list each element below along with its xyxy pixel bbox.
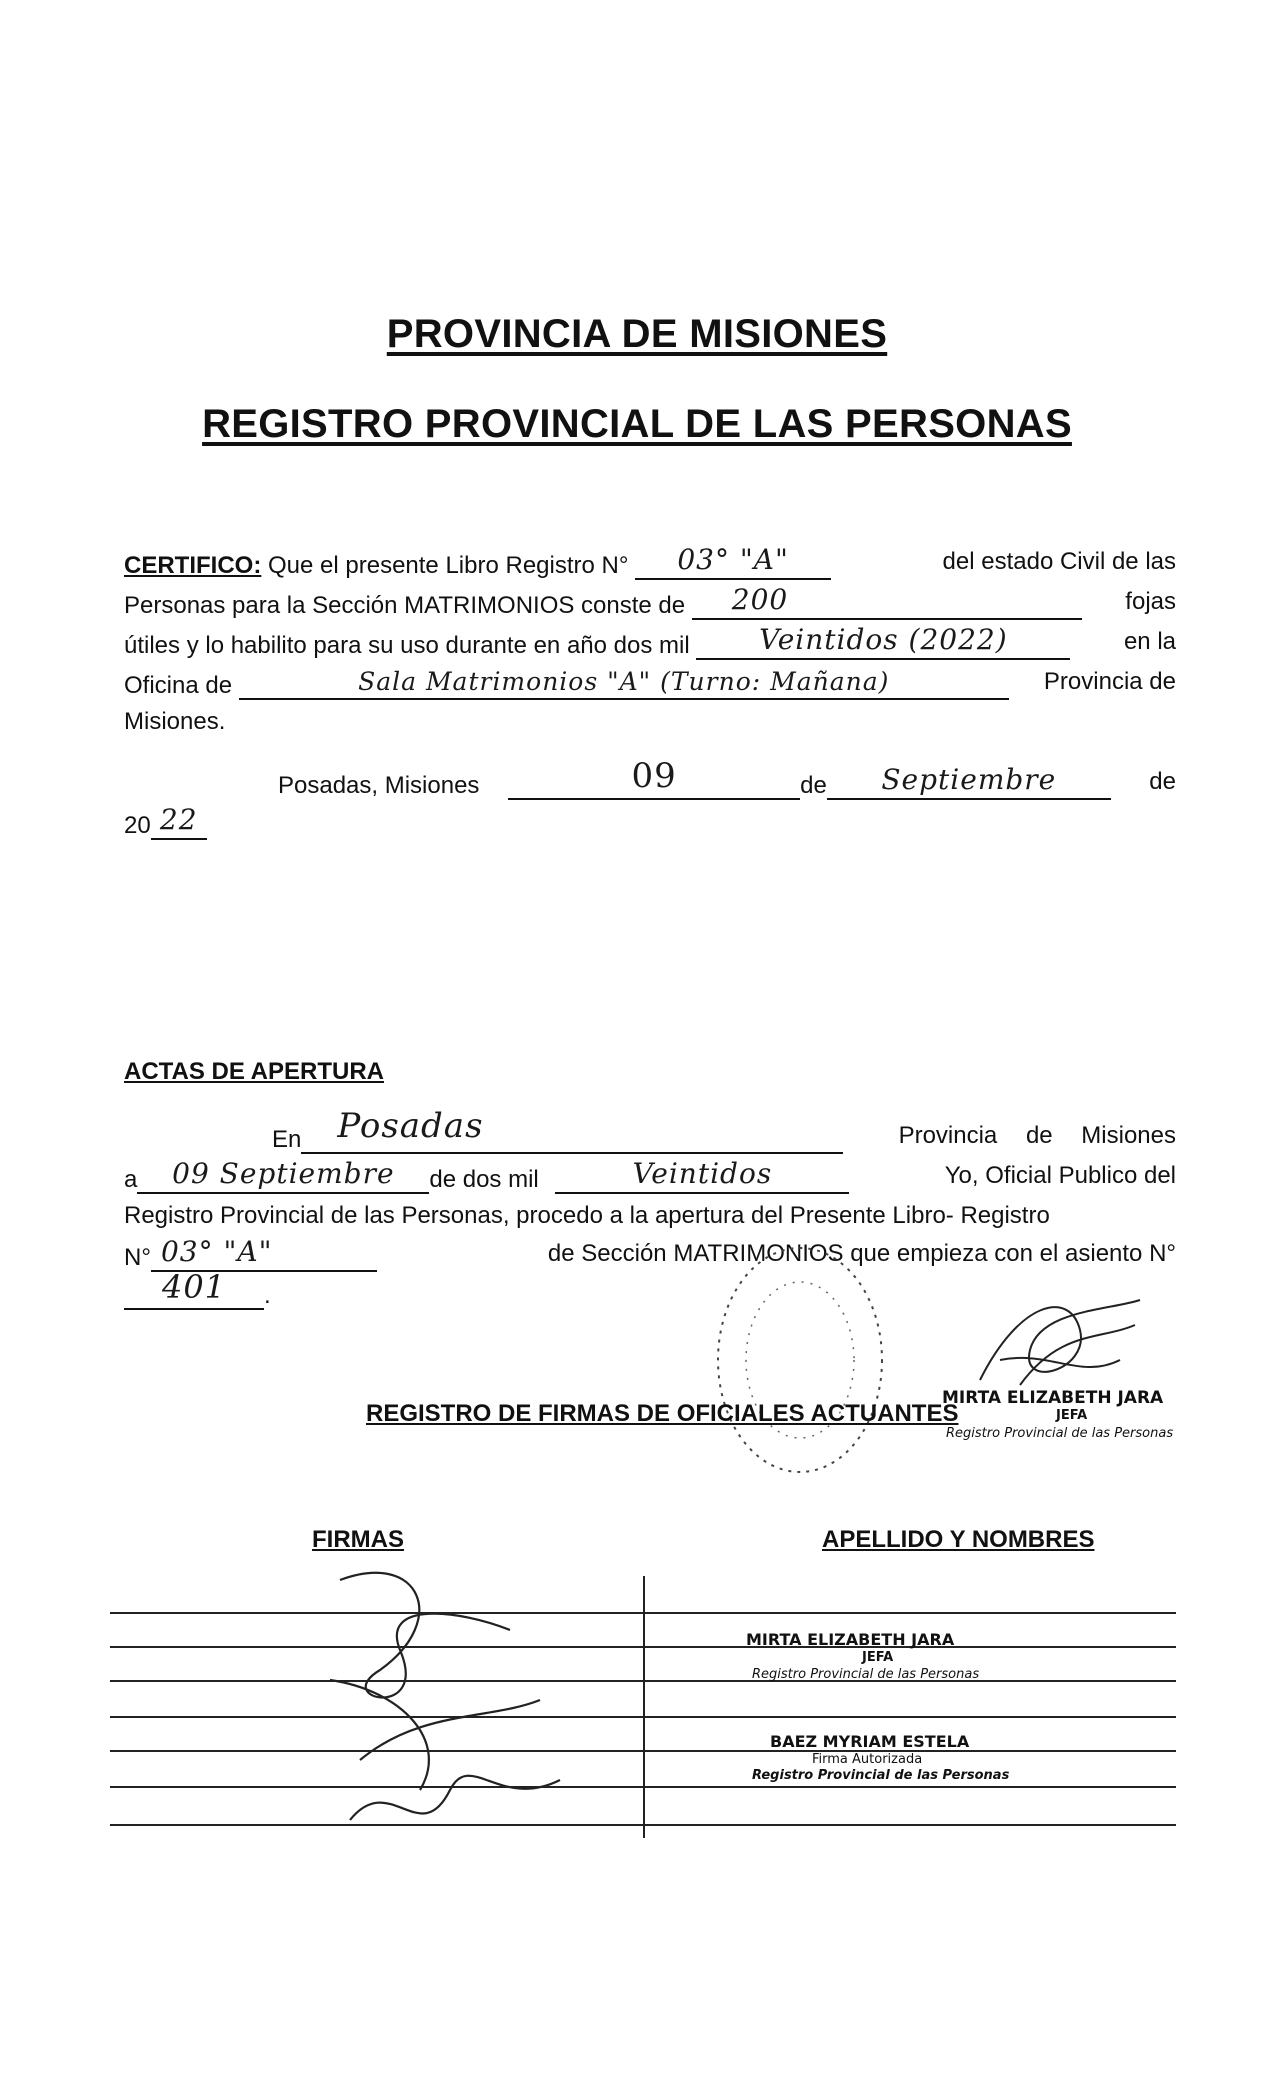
fecha-de-2: de [1149, 768, 1176, 795]
actas-provincia: Provincia de Misiones [898, 1122, 1176, 1149]
certifico-line-5 [124, 708, 1176, 736]
certifico-line-2 [124, 583, 1176, 620]
fojas-field [692, 583, 1082, 620]
actas-line-2 [124, 1157, 1176, 1194]
anio-prefix: 20 [124, 812, 151, 839]
actas-line-1 [124, 1106, 1176, 1154]
fojas-value: 200 [731, 583, 789, 616]
table-divider [643, 1576, 645, 1838]
round-seal [700, 1230, 900, 1490]
actas-a: a [124, 1166, 138, 1193]
actas-heading: ACTAS DE APERTURA [124, 1058, 385, 1085]
fecha-lugar: Posadas, Misiones [278, 772, 480, 799]
dia-value: 09 [631, 756, 677, 796]
signature-table [300, 1560, 640, 1860]
asiento-field [124, 1268, 264, 1310]
signer-1-role: JEFA [862, 1650, 894, 1665]
mes-field [827, 763, 1111, 800]
actas-line-5: 401 . [124, 1278, 324, 1310]
anio-suffix-field [151, 803, 207, 840]
asiento-value: 401 [161, 1268, 227, 1306]
document-title: PROVINCIA DE MISIONES [386, 312, 888, 356]
oficina-field [239, 668, 1009, 700]
signer-1-name: MIRTA ELIZABETH JARA [746, 1630, 955, 1649]
dia-field [508, 756, 800, 800]
anio-value: Veintidos (2022) [759, 623, 1008, 656]
signer-1-office: Registro Provincial de las Personas [752, 1667, 980, 1682]
actas-en: En [272, 1126, 302, 1153]
fecha-line [278, 756, 1176, 800]
actas-yo: Yo, Oficial Publico del [944, 1162, 1176, 1189]
certifico-text-9: Misiones. [124, 708, 226, 735]
anio-apertura-value: Veintidos [632, 1157, 773, 1190]
certifico-text-7: Oficina de [124, 672, 233, 699]
signer-2-office: Registro Provincial de las Personas [752, 1768, 1010, 1783]
mes-value: Septiembre [881, 763, 1057, 796]
nombres-column-header: APELLIDO Y NOMBRES [822, 1526, 1095, 1553]
ciudad-value: Posadas [337, 1106, 484, 1146]
certifico-text-3: Personas para la Sección MATRIMONIOS conste de [124, 592, 686, 619]
actas-registro-text: Registro Provincial de las Personas, procedo a la apertura del Presente Libro- Registro [124, 1202, 1050, 1229]
certifico-label: CERTIFICO: [124, 552, 262, 579]
stamp-name: MIRTA ELIZABETH JARA [942, 1388, 1164, 1408]
libro-apertura-value: 03° "A" [160, 1235, 273, 1268]
certifico-text-5: útiles y lo habilito para su uso durante en año dos mil [124, 632, 690, 659]
actas-de-dos-mil: de dos mil [429, 1166, 539, 1193]
anio-field [696, 623, 1070, 660]
stamp-role: JEFA [1056, 1408, 1088, 1423]
anio-apertura-field [555, 1157, 849, 1194]
signer-2-role: Firma Autorizada [812, 1752, 923, 1767]
libro-number-field [635, 543, 831, 580]
certifico-line-4 [124, 668, 1176, 700]
anio-line [124, 803, 324, 840]
firmas-column-header: FIRMAS [312, 1526, 404, 1553]
actas-n-label: N° [124, 1244, 151, 1271]
anio-suffix-value: 22 [159, 803, 198, 836]
oficina-value: Sala Matrimonios "A" (Turno: Mañana) [358, 667, 890, 696]
actas-line-4 [124, 1235, 1176, 1272]
certifico-text-6: en la [1123, 628, 1176, 655]
certifico-text-1: Que el presente Libro Registro N° [268, 552, 629, 579]
signer-2-name: BAEZ MYRIAM ESTELA [770, 1732, 970, 1751]
actas-seccion-text: de Sección MATRIMONIOS que empieza con el asiento N° [547, 1240, 1176, 1267]
ciudad-field [301, 1106, 843, 1154]
libro-number-value: 03° "A" [677, 543, 789, 576]
certifico-text-2: del estado Civil de las [942, 548, 1176, 575]
registro-firmas-heading: REGISTRO DE FIRMAS DE OFICIALES ACTUANTES [366, 1400, 959, 1427]
fecha-apertura-field [137, 1157, 429, 1194]
certifico-line-1 [124, 543, 1176, 580]
actas-line-3 [124, 1202, 1176, 1230]
fecha-apertura-value: 09 Septiembre [172, 1157, 395, 1190]
certifico-text-4: fojas [1125, 588, 1176, 615]
stamp-office: Registro Provincial de las Personas [946, 1426, 1174, 1441]
fecha-de-1: de [800, 772, 827, 799]
certifico-text-8: Provincia de [1043, 668, 1176, 695]
document-subtitle: REGISTRO PROVINCIAL DE LAS PERSONAS [202, 402, 1072, 446]
certifico-line-3 [124, 623, 1176, 660]
